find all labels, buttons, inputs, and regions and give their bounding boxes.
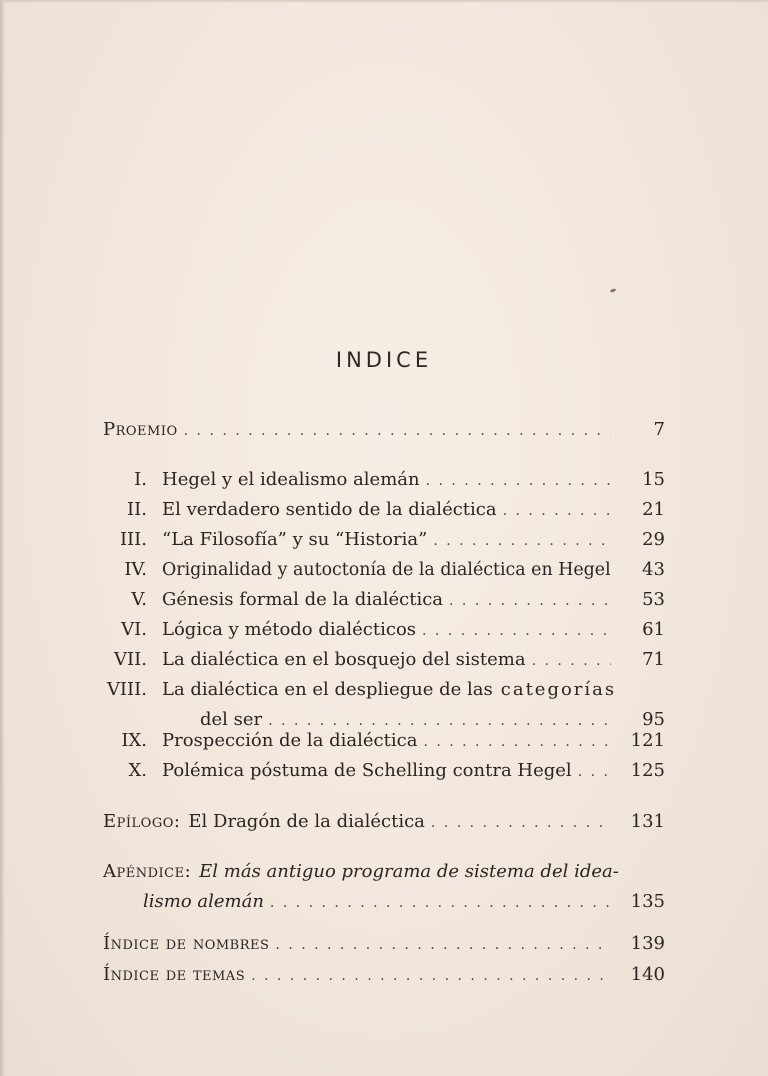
toc-entry-epilogo[interactable] (0, 807, 768, 837)
toc-entry-label: El verdadero sentido de la dialéctica (162, 499, 497, 520)
toc-entry-indice-nombres[interactable] (0, 929, 768, 959)
toc-page-number: 121 (630, 730, 665, 751)
dot-leader (422, 616, 611, 646)
toc-page-number: 53 (642, 589, 665, 610)
dot-leader (184, 416, 611, 446)
toc-entry-label-line2: lismo alemán (143, 891, 264, 912)
toc-entry-label: Lógica y método dialécticos (162, 619, 417, 640)
page-top-edge (0, 0, 768, 3)
chapter-number: I. (134, 469, 147, 490)
toc-page-number: 131 (630, 811, 665, 832)
toc-entry-proemio[interactable] (0, 415, 768, 445)
toc-entry-chapter[interactable] (0, 645, 768, 675)
dot-leader (426, 466, 611, 496)
toc-page-number: 125 (630, 760, 665, 781)
toc-entry-chapter[interactable] (0, 585, 768, 615)
toc-page-number: 29 (642, 529, 665, 550)
toc-page-number: 135 (630, 891, 665, 912)
chapter-number: VIII. (106, 679, 147, 700)
toc-page-number: 61 (642, 619, 665, 640)
toc-entry-label: Proemio (103, 419, 178, 440)
toc-entry-apendice[interactable] (0, 857, 768, 917)
toc-entry-chapter[interactable] (0, 495, 768, 525)
chapter-number: X. (128, 760, 147, 781)
dot-leader (578, 757, 611, 787)
chapter-number: V. (131, 589, 147, 610)
toc-entry-chapter[interactable] (0, 615, 768, 645)
toc-entry-label: El Dragón de la dialéctica (188, 811, 425, 832)
dot-leader (275, 930, 611, 960)
dot-leader (251, 961, 611, 991)
toc-page-number: 7 (653, 419, 665, 440)
toc-page-number: 15 (642, 469, 665, 490)
toc-entry-chapter[interactable] (0, 555, 768, 585)
toc-entry-label: Polémica póstuma de Schelling contra Hegel (162, 760, 572, 781)
toc-page-number: 21 (642, 499, 665, 520)
page-title: INDICE (335, 348, 433, 372)
toc-entry-label: Prospección de la dialéctica (162, 730, 418, 751)
dot-leader (431, 808, 611, 838)
dot-leader (449, 586, 611, 616)
toc-page-number: 71 (642, 649, 665, 670)
toc-entry-label-line1: La dialéctica en el despliegue de las (162, 679, 493, 700)
toc-entry-label: Hegel y el idealismo alemán (162, 469, 420, 490)
dot-leader (532, 646, 611, 676)
toc-entry-label: Génesis formal de la dialéctica (162, 589, 444, 610)
toc-entry-label: La dialéctica en el bosquejo del sistema (162, 649, 526, 670)
dot-leader (423, 727, 611, 757)
toc-entry-chapter[interactable] (0, 726, 768, 756)
toc-entry-label-spaced: categorías (500, 679, 617, 700)
chapter-number: IX. (121, 730, 147, 751)
dot-leader (503, 496, 611, 526)
toc-entry-prefix: Apéndice: (103, 861, 192, 882)
chapter-number: II. (127, 499, 147, 520)
toc-entry-indice-temas[interactable] (0, 960, 768, 990)
dot-leader (270, 888, 611, 918)
toc-page-number: 43 (642, 559, 665, 580)
toc-entry-chapter[interactable] (0, 525, 768, 555)
toc-entry-label-line2: del ser (200, 709, 263, 730)
chapter-number: IV. (124, 559, 147, 580)
toc-page-number: 139 (630, 933, 665, 954)
toc-entry-label: Originalidad y autoctonía de la dialéctica en Hegel (162, 560, 611, 580)
toc-entry-label-line1: El más antiguo programa de sistema del idea- (199, 861, 619, 882)
toc-page-number: 140 (630, 964, 665, 985)
toc-entry-label: “La Filosofía” y su “Historia” (162, 529, 428, 550)
toc-entry-label: Índice de nombres (103, 933, 270, 954)
chapter-number: VII. (114, 649, 147, 670)
toc-entry-chapter[interactable] (0, 465, 768, 495)
paper-speck (610, 288, 617, 293)
dot-leader (433, 526, 611, 556)
toc-entry-prefix: Epílogo: (103, 811, 181, 832)
chapter-number: VI. (121, 619, 147, 640)
chapter-number: III. (119, 529, 147, 550)
toc-entry-label: Índice de temas (103, 964, 246, 985)
toc-page-number: 95 (642, 709, 665, 730)
toc-entry-chapter[interactable] (0, 756, 768, 786)
